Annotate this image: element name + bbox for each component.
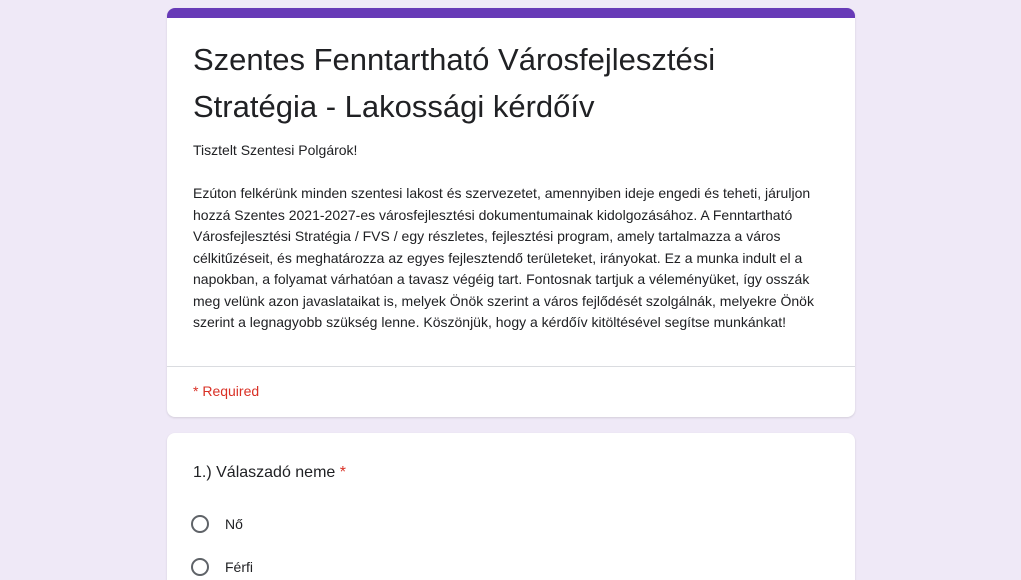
radio-option-label: Nő (225, 516, 243, 532)
required-asterisk: * (339, 464, 346, 481)
form-description (193, 140, 839, 334)
radio-option-no[interactable] (191, 512, 243, 536)
form-description-greeting: Tisztelt Szentesi Polgárok! (193, 142, 358, 158)
form-accent-bar (167, 8, 855, 18)
question-card-gender (167, 433, 855, 580)
header-divider (167, 366, 855, 367)
radio-circle-icon[interactable] (191, 558, 209, 576)
radio-option-label: Férfi (225, 559, 253, 575)
question-title (193, 461, 346, 485)
required-note: * Required (193, 383, 260, 399)
form-header-card (167, 8, 855, 417)
form-title: Szentes Fenntartható Városfejlesztési Stratégia - Lakossági kérdőív (193, 42, 716, 124)
form-description-body: Ezúton felkérünk minden szentesi lakost és szervezetet, amennyiben ideje engedi és teheti, járuljon hozzá Szentes 2021-2027-es városfejlesztési dokumentumainak kidolgozásához. A Fenntartható Városfejlesztési Stratégia / FVS / egy részletes, fejlesztési program, amely tartalmazza a város célkitűzéseit, és meghatározza az egyes fejlesztendő területeket, irányokat. Ez a munka indult el a napokban, a folyamat várhatóan a tavasz végéig tart. Fontosnak tartjuk a véleményüket, így osszák meg velünk azon javaslataikat is, melyek Önök szerint a város fejlődését szolgálnák, melyekre Önök szerint a legnagyobb szükség lenne. Köszönjük, hogy a kérdőív kitöltésével segítse munkánkat! (193, 185, 814, 330)
radio-circle-icon[interactable] (191, 515, 209, 533)
question-title-text: 1.) Válaszadó neme (193, 464, 336, 481)
form-description-spacer (193, 162, 839, 184)
radio-option-ferfi[interactable] (191, 555, 253, 579)
